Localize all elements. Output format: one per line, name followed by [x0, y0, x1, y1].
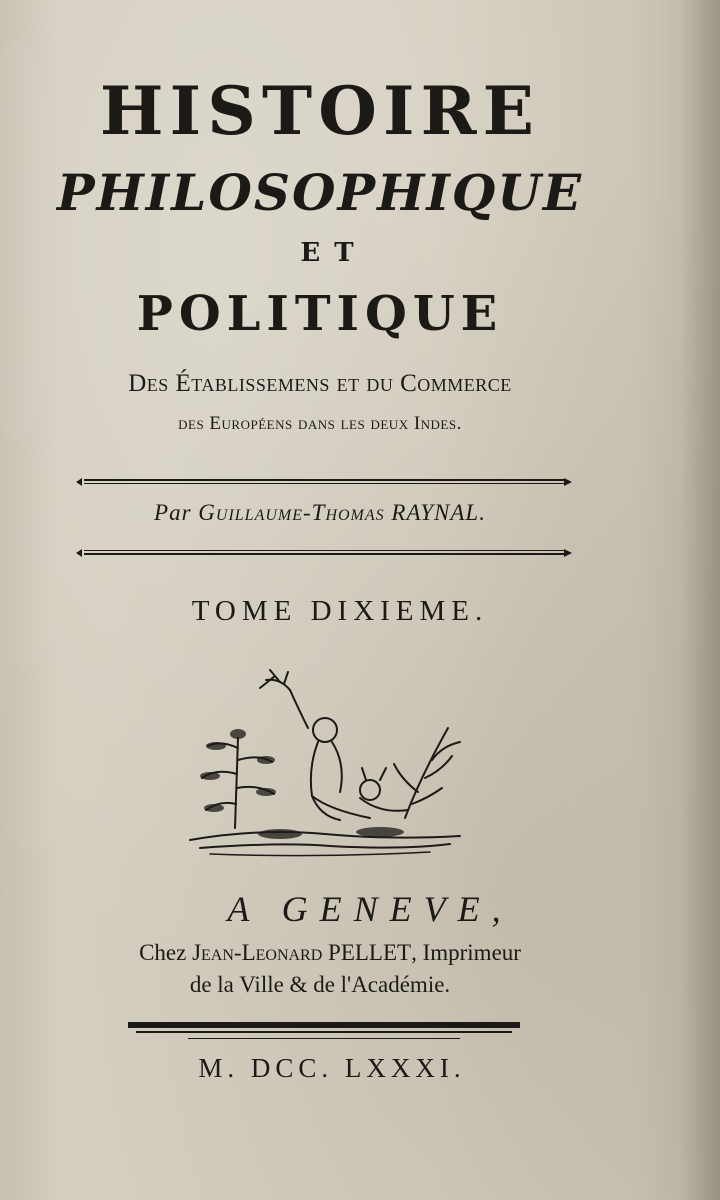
- imprint-publisher-line-2: de la Ville & de l'Académie.: [189, 972, 451, 997]
- ornamental-rule-middle: [74, 543, 574, 563]
- publisher-suffix: , Imprimeur: [411, 940, 521, 965]
- author-name: Guillaume-Thomas RAYNAL.: [198, 500, 486, 525]
- publisher-prefix: Chez: [139, 940, 187, 965]
- title-line-politique: POLITIQUE: [136, 286, 504, 342]
- subtitle-line-2: des Européens dans les deux Indes.: [178, 413, 462, 434]
- title-line-et: ET: [300, 238, 368, 268]
- publication-year: M. DCC. LXXXI.: [198, 1053, 466, 1083]
- imprint-publisher: [10, 940, 650, 966]
- imprint-place: A GENEVE,: [227, 889, 513, 929]
- author-prefix: Par: [154, 500, 192, 525]
- subtitle-line-1: Des Établissemens et du Commerce: [128, 370, 512, 397]
- publisher-name: Jean-Leonard PELLET: [192, 940, 412, 965]
- title-line-philosophique: PHILOSOPHIQUE: [56, 163, 584, 222]
- thick-double-rule: [128, 1018, 520, 1046]
- volume-label: TOME DIXIEME.: [191, 595, 489, 627]
- title-line-histoire: HISTOIRE: [99, 72, 541, 150]
- author-line: [0, 500, 640, 526]
- woodcut-vignette: [180, 668, 470, 868]
- ornamental-rule-top: [74, 472, 574, 492]
- page-edge-shadow: [680, 0, 720, 1200]
